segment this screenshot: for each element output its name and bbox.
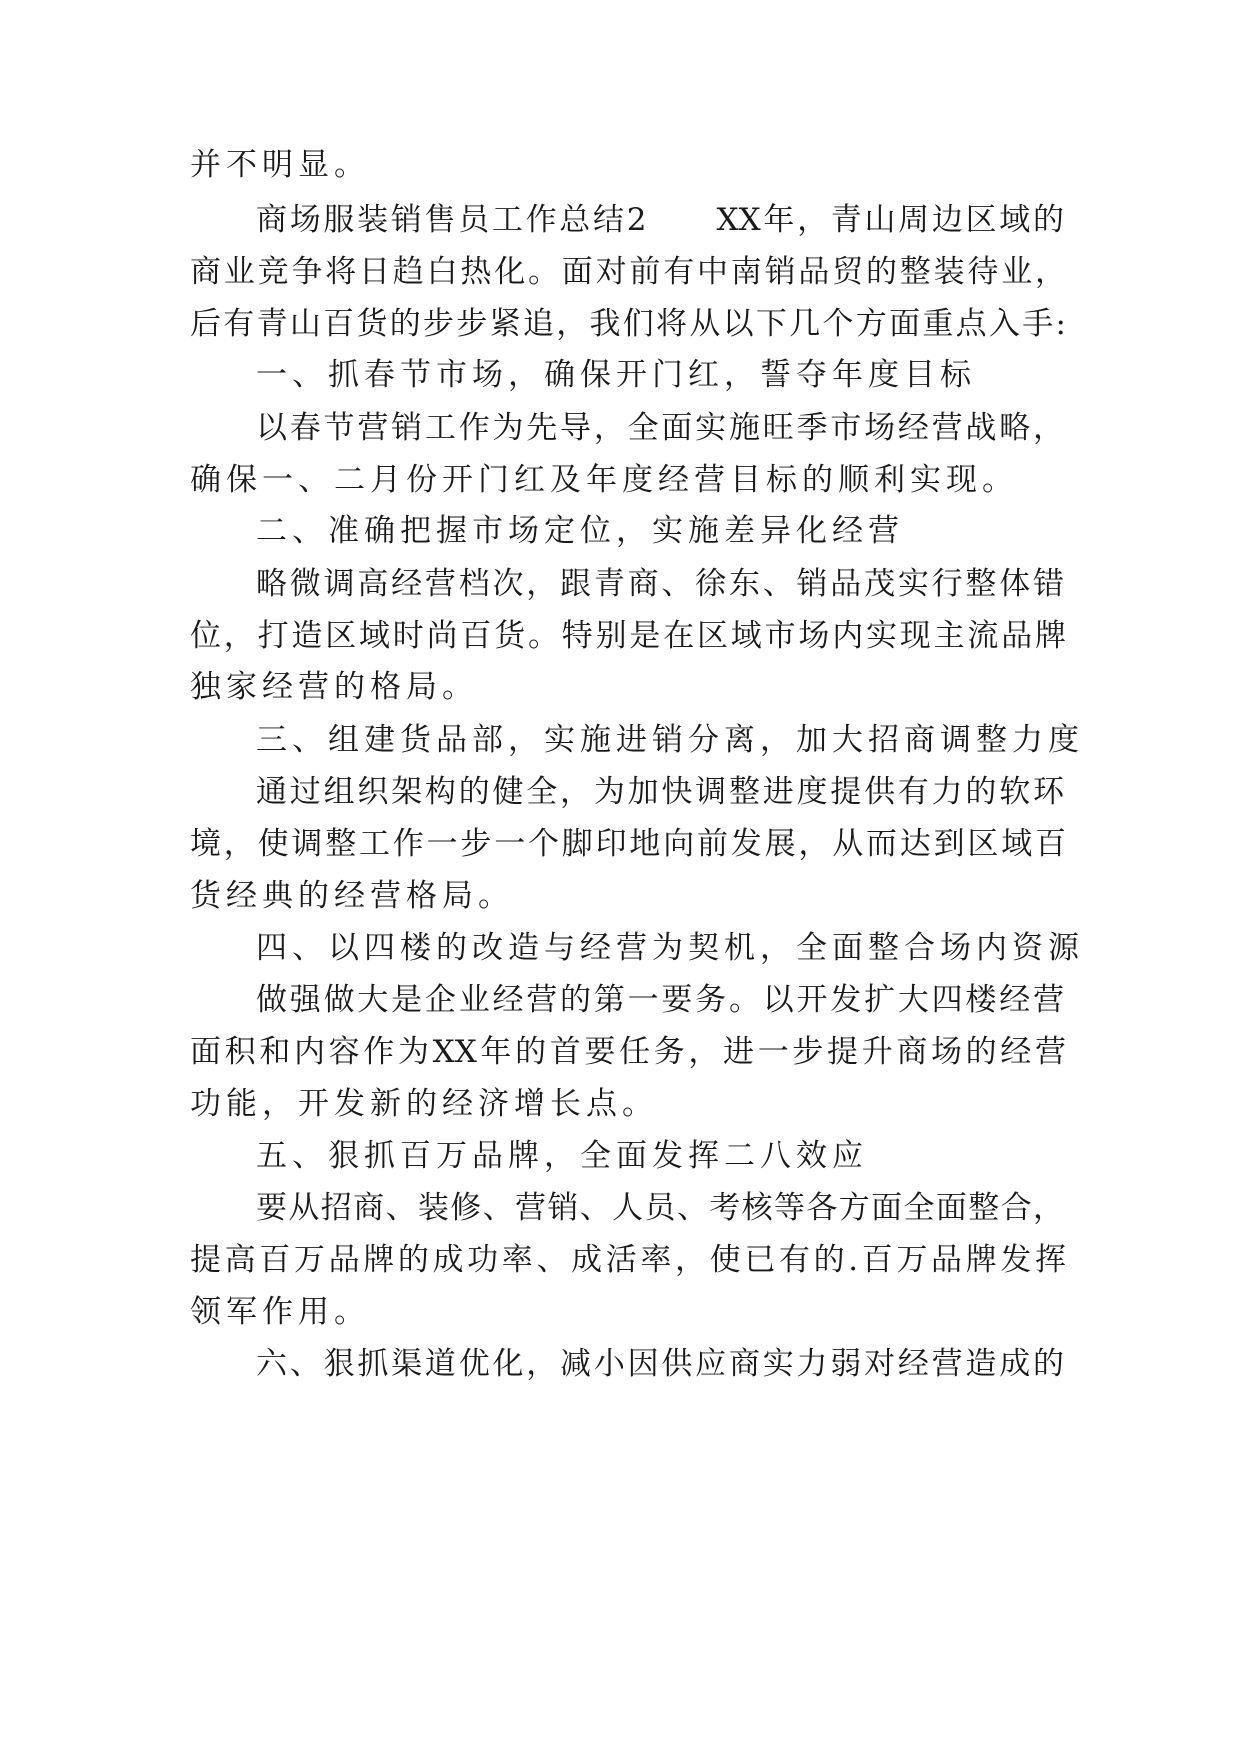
paragraph-line: 略微调高经营档次，跟青商、徐东、销品茂实行整体错 bbox=[256, 566, 1064, 602]
paragraph-line: 功能，开发新的经济增长点。 bbox=[190, 1086, 658, 1122]
paragraph-line: 领军作用。 bbox=[190, 1294, 370, 1330]
paragraph-line: 并不明显。 bbox=[190, 147, 370, 183]
paragraph-line: 要从招商、装修、营销、人员、考核等各方面全面整合， bbox=[256, 1190, 1064, 1226]
paragraph-line: 以春节营销工作为先导，全面实施旺季市场经营战略， bbox=[256, 410, 1064, 446]
paragraph-line: 通过组织架构的健全，为加快调整进度提供有力的软环 bbox=[256, 774, 1064, 810]
paragraph-line: 境，使调整工作一步一个脚印地向前发展，从而达到区域百 bbox=[190, 826, 1066, 862]
paragraph-line: 确保一、二月份开门红及年度经营目标的顺利实现。 bbox=[190, 462, 1018, 498]
paragraph-line: 位，打造区域时尚百货。特别是在区域市场内实现主流品牌 bbox=[190, 618, 1066, 654]
section-heading: 五、狠抓百万品牌，全面发挥二八效应 bbox=[256, 1138, 868, 1174]
section-heading: 六、狠抓渠道优化，减小因供应商实力弱对经营造成的 bbox=[256, 1346, 1064, 1382]
paragraph-line: 商业竞争将日趋白热化。面对前有中南销品贸的整装待业， bbox=[190, 254, 1066, 290]
paragraph-line: 独家经营的格局。 bbox=[190, 669, 478, 705]
section-heading: 二、准确把握市场定位，实施差异化经营 bbox=[256, 513, 904, 549]
paragraph-line: 货经典的经营格局。 bbox=[190, 878, 514, 914]
section-heading: 四、以四楼的改造与经营为契机，全面整合场内资源 bbox=[256, 930, 1084, 966]
section-heading: 一、抓春节市场，确保开门红，誓夺年度目标 bbox=[256, 357, 976, 393]
paragraph-line: 后有青山百货的步步紧追，我们将从以下几个方面重点入手: bbox=[190, 306, 1066, 342]
paragraph-line: 商场服装销售员工作总结2 XX年，青山周边区域的 bbox=[256, 202, 1064, 238]
section-heading: 三、组建货品部，实施进销分离，加大招商调整力度 bbox=[256, 722, 1084, 758]
paragraph-line: 面积和内容作为XX年的首要任务，进一步提升商场的经营 bbox=[190, 1034, 1066, 1070]
paragraph-line: 提高百万品牌的成功率、成活率，使已有的.百万品牌发挥 bbox=[190, 1242, 1066, 1278]
paragraph-line: 做强做大是企业经营的第一要务。以开发扩大四楼经营 bbox=[256, 982, 1064, 1018]
